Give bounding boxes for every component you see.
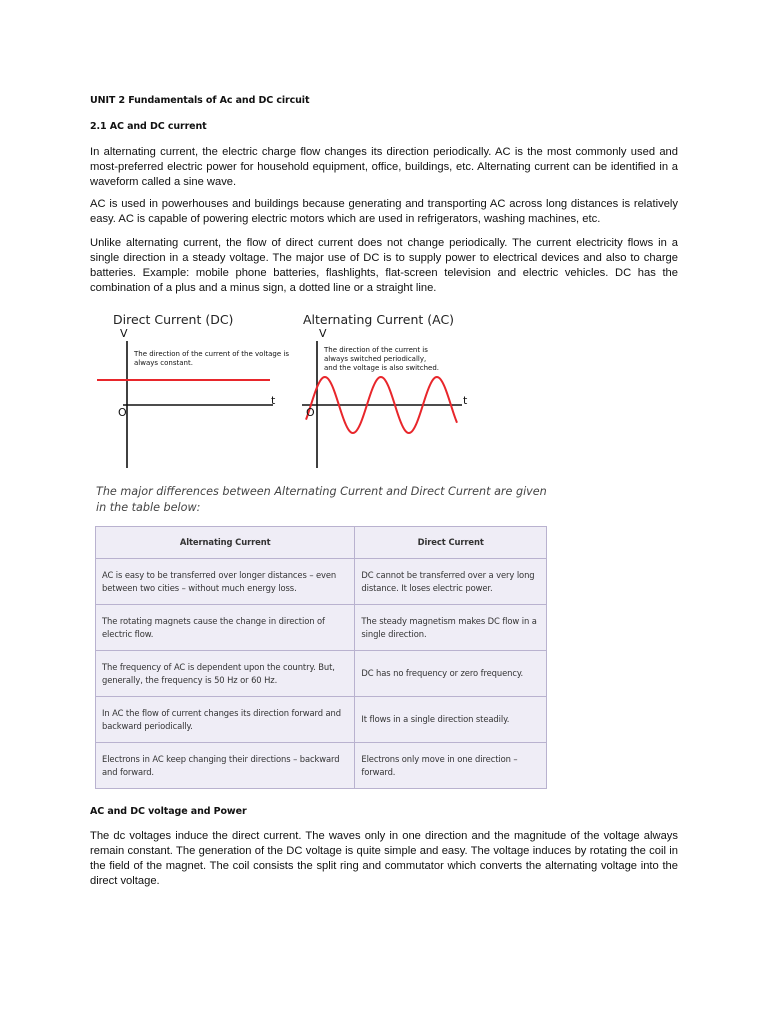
table-row	[96, 605, 547, 651]
table-cell-dc: DC cannot be transferred over a very long distance. It loses electric power.	[355, 559, 547, 605]
table-row	[96, 559, 547, 605]
table-cell-ac: Electrons in AC keep changing their directions – backward and forward.	[96, 743, 355, 789]
dc-origin-label: O	[118, 406, 127, 419]
table-caption: The major differences between Alternating Current and Direct Current are given in the table below:	[96, 485, 547, 514]
dc-x-label: t	[271, 394, 276, 407]
table-cell-dc: It flows in a single direction steadily.	[355, 697, 547, 743]
table-cell-dc: The steady magnetism makes DC flow in a single direction.	[355, 605, 547, 651]
header-alternating-current: Alternating Current	[96, 527, 355, 559]
ac-note-line-1: The direction of the current is	[324, 346, 428, 354]
ac-dc-graphs	[90, 304, 490, 476]
table-cell-ac: The rotating magnets cause the change in direction of electric flow.	[96, 605, 355, 651]
table-cell-dc: DC has no frequency or zero frequency.	[355, 651, 547, 697]
ac-x-label: t	[463, 394, 468, 407]
table-cell-ac: The frequency of AC is dependent upon the country. But, generally, the frequency is 50 Hz or 60 Hz.	[96, 651, 355, 697]
ac-note-line-2: always switched periodically,	[324, 355, 427, 363]
table-cell-dc: Electrons only move in one direction – forward.	[355, 743, 547, 789]
paragraph-ac-uses: AC is used in powerhouses and buildings because generating and transporting AC across long distances is relatively easy. AC is capable of powering electric motors which are used in refrigerators, washing machines, etc.	[90, 198, 678, 225]
ac-dc-figure	[90, 304, 490, 476]
dc-y-label: V	[120, 327, 128, 340]
ac-graph-note	[324, 346, 474, 373]
table-row	[96, 697, 547, 743]
ac-graph-title: Alternating Current (AC)	[303, 312, 455, 327]
ac-dc-comparison-table	[95, 526, 547, 789]
table-cell-ac: AC is easy to be transferred over longer distances – even between two cities – without much energy loss.	[96, 559, 355, 605]
paragraph-dc-definition: Unlike alternating current, the flow of direct current does not change periodically. The current electricity flows in a single direction in a steady voltage. The major use of DC is to supply power to electrical devices and also to charge batteries. Example: mobile phone batteries, flashlights, flat-screen television and electric vehicles. DC has the combination of a plus and a minus sign, a dotted line or a straight line.	[90, 237, 678, 294]
section-heading: 2.1 AC and DC current	[90, 121, 207, 132]
table-row	[96, 651, 547, 697]
ac-y-label: V	[319, 327, 327, 340]
dc-graph-note: The direction of the current of the voltage is always constant.	[134, 350, 289, 367]
unit-heading: UNIT 2 Fundamentals of Ac and DC circuit	[90, 95, 310, 106]
ac-note-line-3: and the voltage is also switched.	[324, 364, 440, 372]
paragraph-dc-voltage: The dc voltages induce the direct current. The waves only in one direction and the magnitude of the voltage always remain constant. The generation of the DC voltage is quite simple and easy. The voltage induces by rotating the coil in the field of the magnet. The coil consists the split ring and commutator which converts the alternating voltage into the direct voltage.	[90, 830, 678, 887]
ac-origin-label: O	[306, 406, 315, 419]
header-direct-current: Direct Current	[355, 527, 547, 559]
table-row	[96, 743, 547, 789]
table-header-row	[96, 527, 547, 559]
table-cell-ac: In AC the flow of current changes its direction forward and backward periodically.	[96, 697, 355, 743]
dc-graph-title: Direct Current (DC)	[113, 312, 234, 327]
paragraph-ac-definition: In alternating current, the electric charge flow changes its direction periodically. AC is the most commonly used and most-preferred electric power for household equipment, office, buildings, etc. Alternating current can be identified in a waveform called a sine wave.	[90, 146, 678, 188]
power-heading: AC and DC voltage and Power	[90, 806, 247, 817]
